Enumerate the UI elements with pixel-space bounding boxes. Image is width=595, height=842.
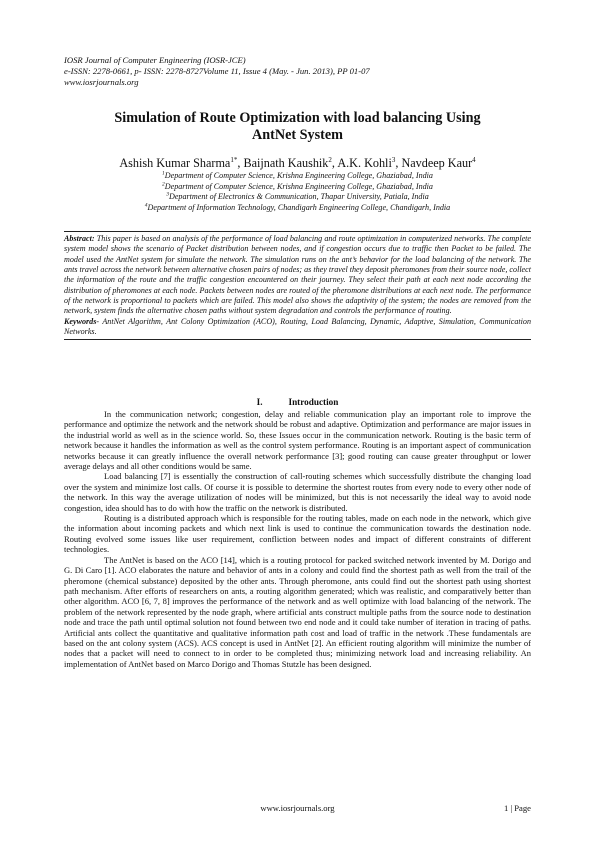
affiliation-text: Department of Computer Science, Krishna Engineering College, Ghaziabad, India [164,181,433,191]
author-name: A.K. Kohli [337,156,392,170]
affiliation [64,192,531,203]
affiliation-text: Department of Computer Science, Krishna Engineering College, Ghaziabad, India [164,171,433,180]
introduction-body [64,409,531,669]
affiliation-mark: 4 [144,202,148,209]
affiliation-mark: 3 [166,191,169,198]
abstract-box [64,231,531,340]
title-line-1: Simulation of Route Optimization with load balancing Using [114,110,481,126]
affiliation [64,203,531,214]
affiliation-mark: 2 [162,180,165,187]
author-affiliation-mark: 4 [472,155,476,164]
section-heading [64,397,531,408]
journal-website: www.iosrjournals.org [64,77,139,87]
affiliation-text: Department of Information Technology, Chandigarh Engineering College, Chandigarh, India [147,202,451,212]
keywords [64,317,531,338]
body-paragraph: Load balancing [7] is essentially the construction of call-routing schemes which successfully distribute the changing load over the system and minimize lost calls. Of course it is possible to determine the shortest routes from every node to every other node of the network. In this way the average utilization of nodes will be minimized, but this is not necessarily the ideal way to avoid node congestion, idea should has to do with how the traffic on the network is distributed. [64,471,531,513]
body-paragraph: The AntNet is based on the ACO [14], which is a routing protocol for packed switched network invented by M. Dorigo and G. Di Caro [1]. ACO elaborates the nature and behavior of ants in a colony and could find the shortest path as well from the trail of the pheromone (chemical substance) deposited by the other ants. Through pheromone, ants could find out the shortest path using shortest path mechanism. After efforts of researchers on ants, a routing algorithm generated; which was realistic, and comparatively better than other algorithm. ACO [6, 7, 8] improves the performance of the network and as well optimize with load balancing of the network. The problem of the network represented by the node graph, where artificial ants construct multiple paths from the source node to destination node and trace the path until optimal solution not found between two end node and it could take number of iteration in tracing of paths. Artificial ants collect the quantitative and qualitative information path cost and load of traffic in the network .These fundamentals are based on the ant colony system (ACS). ACS concept is used in AntNet [2]. An efficient routing algorithm will minimize the number of nodes that a packet will need to connect to in order to be completed thus; minimizing network load and increasing reliability. An implementation of AntNet based on Marco Dorigo and Thomas Stutzle has been designed. [64,554,531,669]
journal-name: IOSR Journal of Computer Engineering (IOSR-JCE) [64,55,246,65]
abstract-label: Abstract: [64,234,95,243]
keywords-text: AntNet Algorithm, Ant Colony Optimization (ACO), Routing, Load Balancing, Dynamic, Adaptive, Simulation, Communication Networks. [64,316,531,337]
keywords-label: Keywords- [64,316,100,326]
affiliation [64,171,531,182]
page-number: 1 | Page [503,803,531,813]
author-affiliation-mark: 2 [328,155,332,164]
journal-issn-line: e-ISSN: 2278-0661, p- ISSN: 2278-8727Volume 11, Issue 4 (May. - Jun. 2013), PP 01-07 [64,66,370,76]
author-affiliation-mark: 1* [230,155,238,164]
author-name: Ashish Kumar Sharma [119,156,231,170]
section-number: I. [256,397,263,407]
affiliation-text: Department of Electronics & Communication, Thapar University, Patiala, India [168,192,429,202]
abstract-text: This paper is based on analysis of the performance of load balancing and route optimization in computerized networks. The complete system model shows the scenario of Packet distribution between nodes, and if congestion occurs due to traffic then Packet to be failed. The model used the AntNet system for simulate the network. The simulation runs on the ant’s behavior for the load balancing of the network. The ants travel across the network between alternative chosen pairs of nodes; as they travel they deposit pheromones from their source node, collect the information of the route and the traffic congestion encountered on their journey. They select their path at each next node according the distribution of pheromones at each node. Packets between nodes are routed of the pheromone distributions at each next node. The performance of the network is proportional to packets which are failed. This model also shows the adaptivity of the system; the nodes are removed from the network, system finds the alternative chosen paths without system degradation and controls the performance of routing. [64,234,531,316]
page-footer [64,802,531,816]
abstract [64,234,531,317]
author-name: Navdeep Kaur [401,156,473,170]
paper-title [64,110,531,144]
affiliation-list [64,171,531,213]
body-paragraph: Routing is a distributed approach which is responsible for the routing tables, made on each node in the network, which give the information about incoming packets and which next link is used to continue the communication towards the destination node. Routing evolved some issues like user requirement, confliction between nodes and impact of different constraints of different technologies. [64,513,531,555]
journal-header [64,55,534,88]
title-line-2: AntNet System [251,127,344,143]
affiliation [64,182,531,193]
footer-url: www.iosrjournals.org [260,803,335,813]
author-name: Baijnath Kaushik [243,156,329,170]
author-affiliation-mark: 3 [391,155,396,164]
author-list: Ashish Kumar Sharma$^{1*}$, Baijnath Kaushik$^2$, A.K. Kohli$^3$, Navdeep Kaur$^4$ [119,155,476,170]
section-title: Introduction [288,397,339,407]
body-paragraph: In the communication network; congestion, delay and reliable communication play an important role to improve the performance and optimize the network and the network should be robust and adaptive. Optimization and performance are major issues in the industrial world as well as in the science world. So, these Issues occur in the communication network. Routing is the basic term of network because it handles the information as well as the control system performance. Routing is an important aspect of communication networks because it can greatly influence the overall network performance [3]; good routing can cause greater throughput or lower average delays and all other conditions would be same. [64,409,531,472]
affiliation-mark: 1 [162,170,165,177]
